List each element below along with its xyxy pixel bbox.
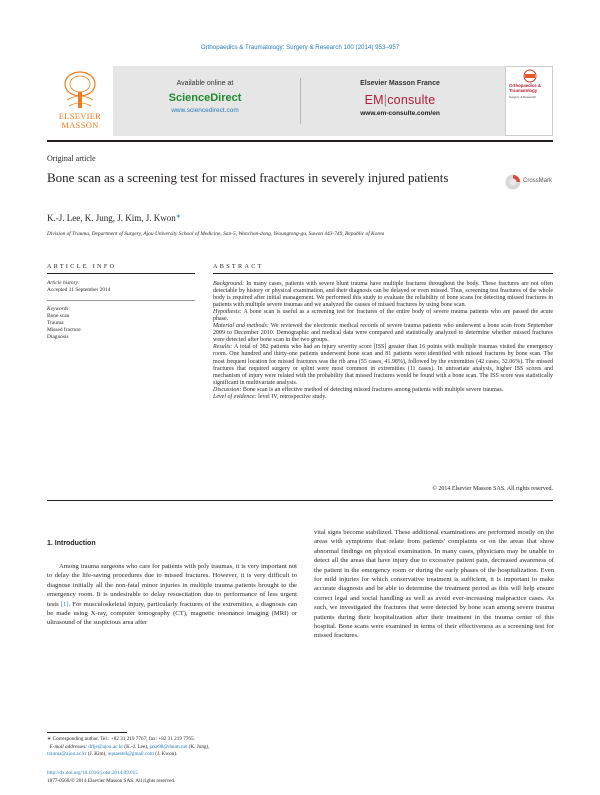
journal-citation[interactable]: Orthopaedics & Traumatology: Surgery & Research 100 (2014) 953–957 — [200, 44, 400, 51]
keyword-item: Bone scan — [47, 313, 70, 319]
article-type: Original article — [47, 154, 96, 163]
abstract-text: A bone scan is useful as a screening test for fractures of the entire body of severe trauma patients who are passed the acute phase. — [213, 309, 553, 323]
abstract-results — [213, 344, 553, 386]
paragraph-text: . For musculoskeletal injury, particularly fractures of the extremities, a diagnosis can be made using X-ray, computer tomography (CT), magnetic resonance imaging (MRI) or ultrasound of the suspicious area after — [47, 600, 297, 627]
abstract-text: We reviewed the electronic medical records of severe trauma patients who underwent a bone scan from September 2009 to December 2010. Demographic and medical data were compared and statistically analyzed to determine whether missed fractures were detected after bone scan in the two groups. — [213, 323, 553, 344]
corresponding-author-mark[interactable]: ∗ — [175, 214, 181, 220]
emconsulte-bar: | — [383, 93, 388, 107]
emconsulte-em: EM — [364, 93, 384, 107]
emconsulte-block — [320, 80, 480, 117]
issn-line: 1877-0568/© 2014 Elsevier Masson SAS. All rights reserved. — [47, 778, 176, 784]
email-link[interactable]: drlje@ajou.ac.kr — [88, 744, 124, 750]
abstract-methods — [213, 323, 553, 344]
elsevier-tree-icon — [61, 70, 99, 110]
abstract-bottom-rule — [47, 500, 553, 501]
abstract-label: Level of evidence: — [213, 393, 257, 400]
copyright-notice: © 2014 Elsevier Masson SAS. All rights reserved. — [432, 486, 553, 492]
article-title: Bone scan as a screening test for missed fractures in severely injured patients — [47, 170, 449, 185]
body-column-left — [47, 562, 297, 628]
cover-subtitle: Surgery & Research — [509, 95, 537, 99]
journal-cover-thumbnail[interactable] — [505, 66, 553, 136]
affiliation: Division of Trauma, Department of Surgery, Ajou University School of Medicine, San-5, Wonchon-dong, Yeoungtong-gu, Suwon 443-749, Republic of Korea — [47, 231, 385, 237]
cover-title: Orthopaedics & Traumatology — [509, 83, 541, 93]
keyword-item: Trauma — [47, 320, 64, 326]
abstract-background — [213, 281, 553, 309]
abstract-label: Background: — [213, 281, 245, 287]
paragraph-text: Among trauma surgeons who care for patients with poly traumas, it is very important not to delay the life-saving procedures due to missed fractures. However, it is very difficult to diagnose initially all the non-fatal minor injuries in multiple trauma patients brought to the emergency room. It is undesirable to delay resuscitation due to performance of less urgent tests — [47, 563, 297, 608]
abstract-body — [213, 281, 553, 401]
abstract-text: In many cases, patients with severe blunt trauma have multiple fractures throughout the body. These fractures are not often detectable by history or physical examination, and their diagnosis can be delayed or even missed. Thus, screening test fractures of the whole body is required after initial management. We performed this study to evaluate the reliability of bone scans for detecting missed fractures in patients with multiple severe traumas and we analyzed the causes of missed fractures by using bone scan. — [213, 281, 553, 309]
author-list — [47, 213, 181, 223]
keywords-label: Keywords: — [47, 306, 71, 312]
abstract-label: Hypothesis: — [213, 309, 242, 316]
article-history-label: Article history: — [47, 280, 80, 286]
abstract-evidence — [213, 394, 553, 401]
emconsulte-rest: consulte — [387, 93, 436, 107]
available-online-label: Available online at — [176, 80, 234, 87]
abstract-text: A total of 382 patients who had an injury severity score [ISS] greater than 16 points with multiple traumas visited the emergency room. One hundred and thirty-one patients underwent bone scan and 81 patients were identified with missed fractures by bone scan. The most frequent location for missed fractures was the rib area (55 cases, 41.98%), followed by the extremities (42 cases, 32.06%). The missed fractures that required surgery or splint were most common in extremities (11 cases). In univariate analysis, higher ISS scores and mechanism of injury were related with the probability that missed fractures would be found with a bone scan. The ISS score was statistically significant in multivariate analysis. — [213, 344, 553, 386]
abstract-text: level IV, retrospective study. — [258, 393, 327, 400]
crossmark-label: CrossMark — [523, 178, 553, 184]
abstract-rule — [213, 273, 553, 274]
email-link[interactable]: aquaestel@gmail.com — [107, 751, 154, 757]
crossmark-icon — [505, 174, 521, 190]
abstract-label: Material and methods: — [213, 323, 269, 330]
authors-text: K.-J. Lee, K. Jung, J. Kim, J. Kwon — [47, 213, 176, 223]
email-label: E-mail addresses: — [49, 744, 88, 750]
banner-divider — [300, 78, 301, 124]
email-owner: (K. Jung), — [187, 744, 210, 750]
email-link[interactable]: trauma@ajou.ac.kr — [47, 751, 87, 757]
cover-logo-icon — [516, 69, 544, 83]
publisher-name: Elsevier Masson France — [360, 80, 440, 87]
article-history — [47, 280, 195, 294]
abstract-label: Discussion: — [213, 386, 242, 393]
abstract-discussion — [213, 387, 553, 394]
article-info-divider — [47, 300, 195, 301]
keyword-item: Missed fracture — [47, 327, 81, 333]
email-owner: (J. Kwon). — [153, 751, 178, 757]
emconsulte-link[interactable]: www.em-consulte.com/en — [360, 110, 440, 117]
article-info-rule — [47, 273, 195, 274]
doi-link[interactable]: http://dx.doi.org/10.1016/j.otsr.2014.09.015 — [47, 770, 138, 776]
sciencedirect-block — [136, 80, 274, 114]
sciencedirect-link[interactable]: www.sciencedirect.com — [171, 107, 239, 114]
article-info-heading: ARTICLE INFO — [47, 263, 117, 270]
body-column-right: vital signs become stabilized. These additional examinations are performed mostly on the areas with symptoms that relate from patients' complaints or on the areas that show abnormal findings on physical examination. In many cases, physicians may be unable to detect all the areas that have injury due to excessive patient pain, decreased awareness of the patient in the emergency room or during the early phases of the hospitalization. Even for mild injuries for which conservative treatment is sufficient, it is important to make accurate diagnosis and be able to determine the treatment period as this will help ensure correct legal and social handling as well as avoid ever-increasing malpractice cases. As such, we investigated the fractures that were detected by bone scan among severe trauma patients during their hospitalization after their treatment in the trauma center of this hospital. Bone scans were examined in terms of their effectiveness as a screening test for missed fractures. — [314, 529, 554, 640]
abstract-text: Bone scan is an effective method of detecting missed fractures among patients with multiple severe traumas. — [242, 386, 504, 393]
accepted-date: Accepted 11 September 2014 — [47, 287, 111, 293]
email-addresses — [47, 744, 297, 758]
header-rule — [47, 140, 553, 142]
reference-link[interactable]: [1] — [60, 600, 69, 608]
keyword-item: Diagnosis — [47, 334, 69, 340]
email-owner: (J. Kim), — [86, 751, 108, 757]
abstract-heading: ABSTRACT — [213, 263, 264, 270]
abstract-hypothesis — [213, 309, 553, 323]
email-owner: (K.-J. Lee), — [123, 744, 150, 750]
footnote-rule — [47, 732, 127, 733]
crossmark-badge[interactable] — [505, 174, 553, 190]
email-link[interactable]: jake98@daum.net — [149, 744, 188, 750]
sciencedirect-logo[interactable]: ScienceDirect — [168, 92, 242, 104]
abstract-label: Results: — [213, 344, 233, 351]
corresponding-author-note: ∗ Corresponding author. Tel.: +82 31 219 7767; fax: +82 31 219 7765. — [47, 736, 195, 742]
emconsulte-logo[interactable] — [320, 93, 480, 107]
section-heading: 1. Introduction — [47, 540, 96, 547]
elsevier-logo-text: ELSEVIER MASSON — [58, 111, 102, 130]
keywords-block — [47, 306, 195, 341]
elsevier-logo — [47, 66, 113, 136]
